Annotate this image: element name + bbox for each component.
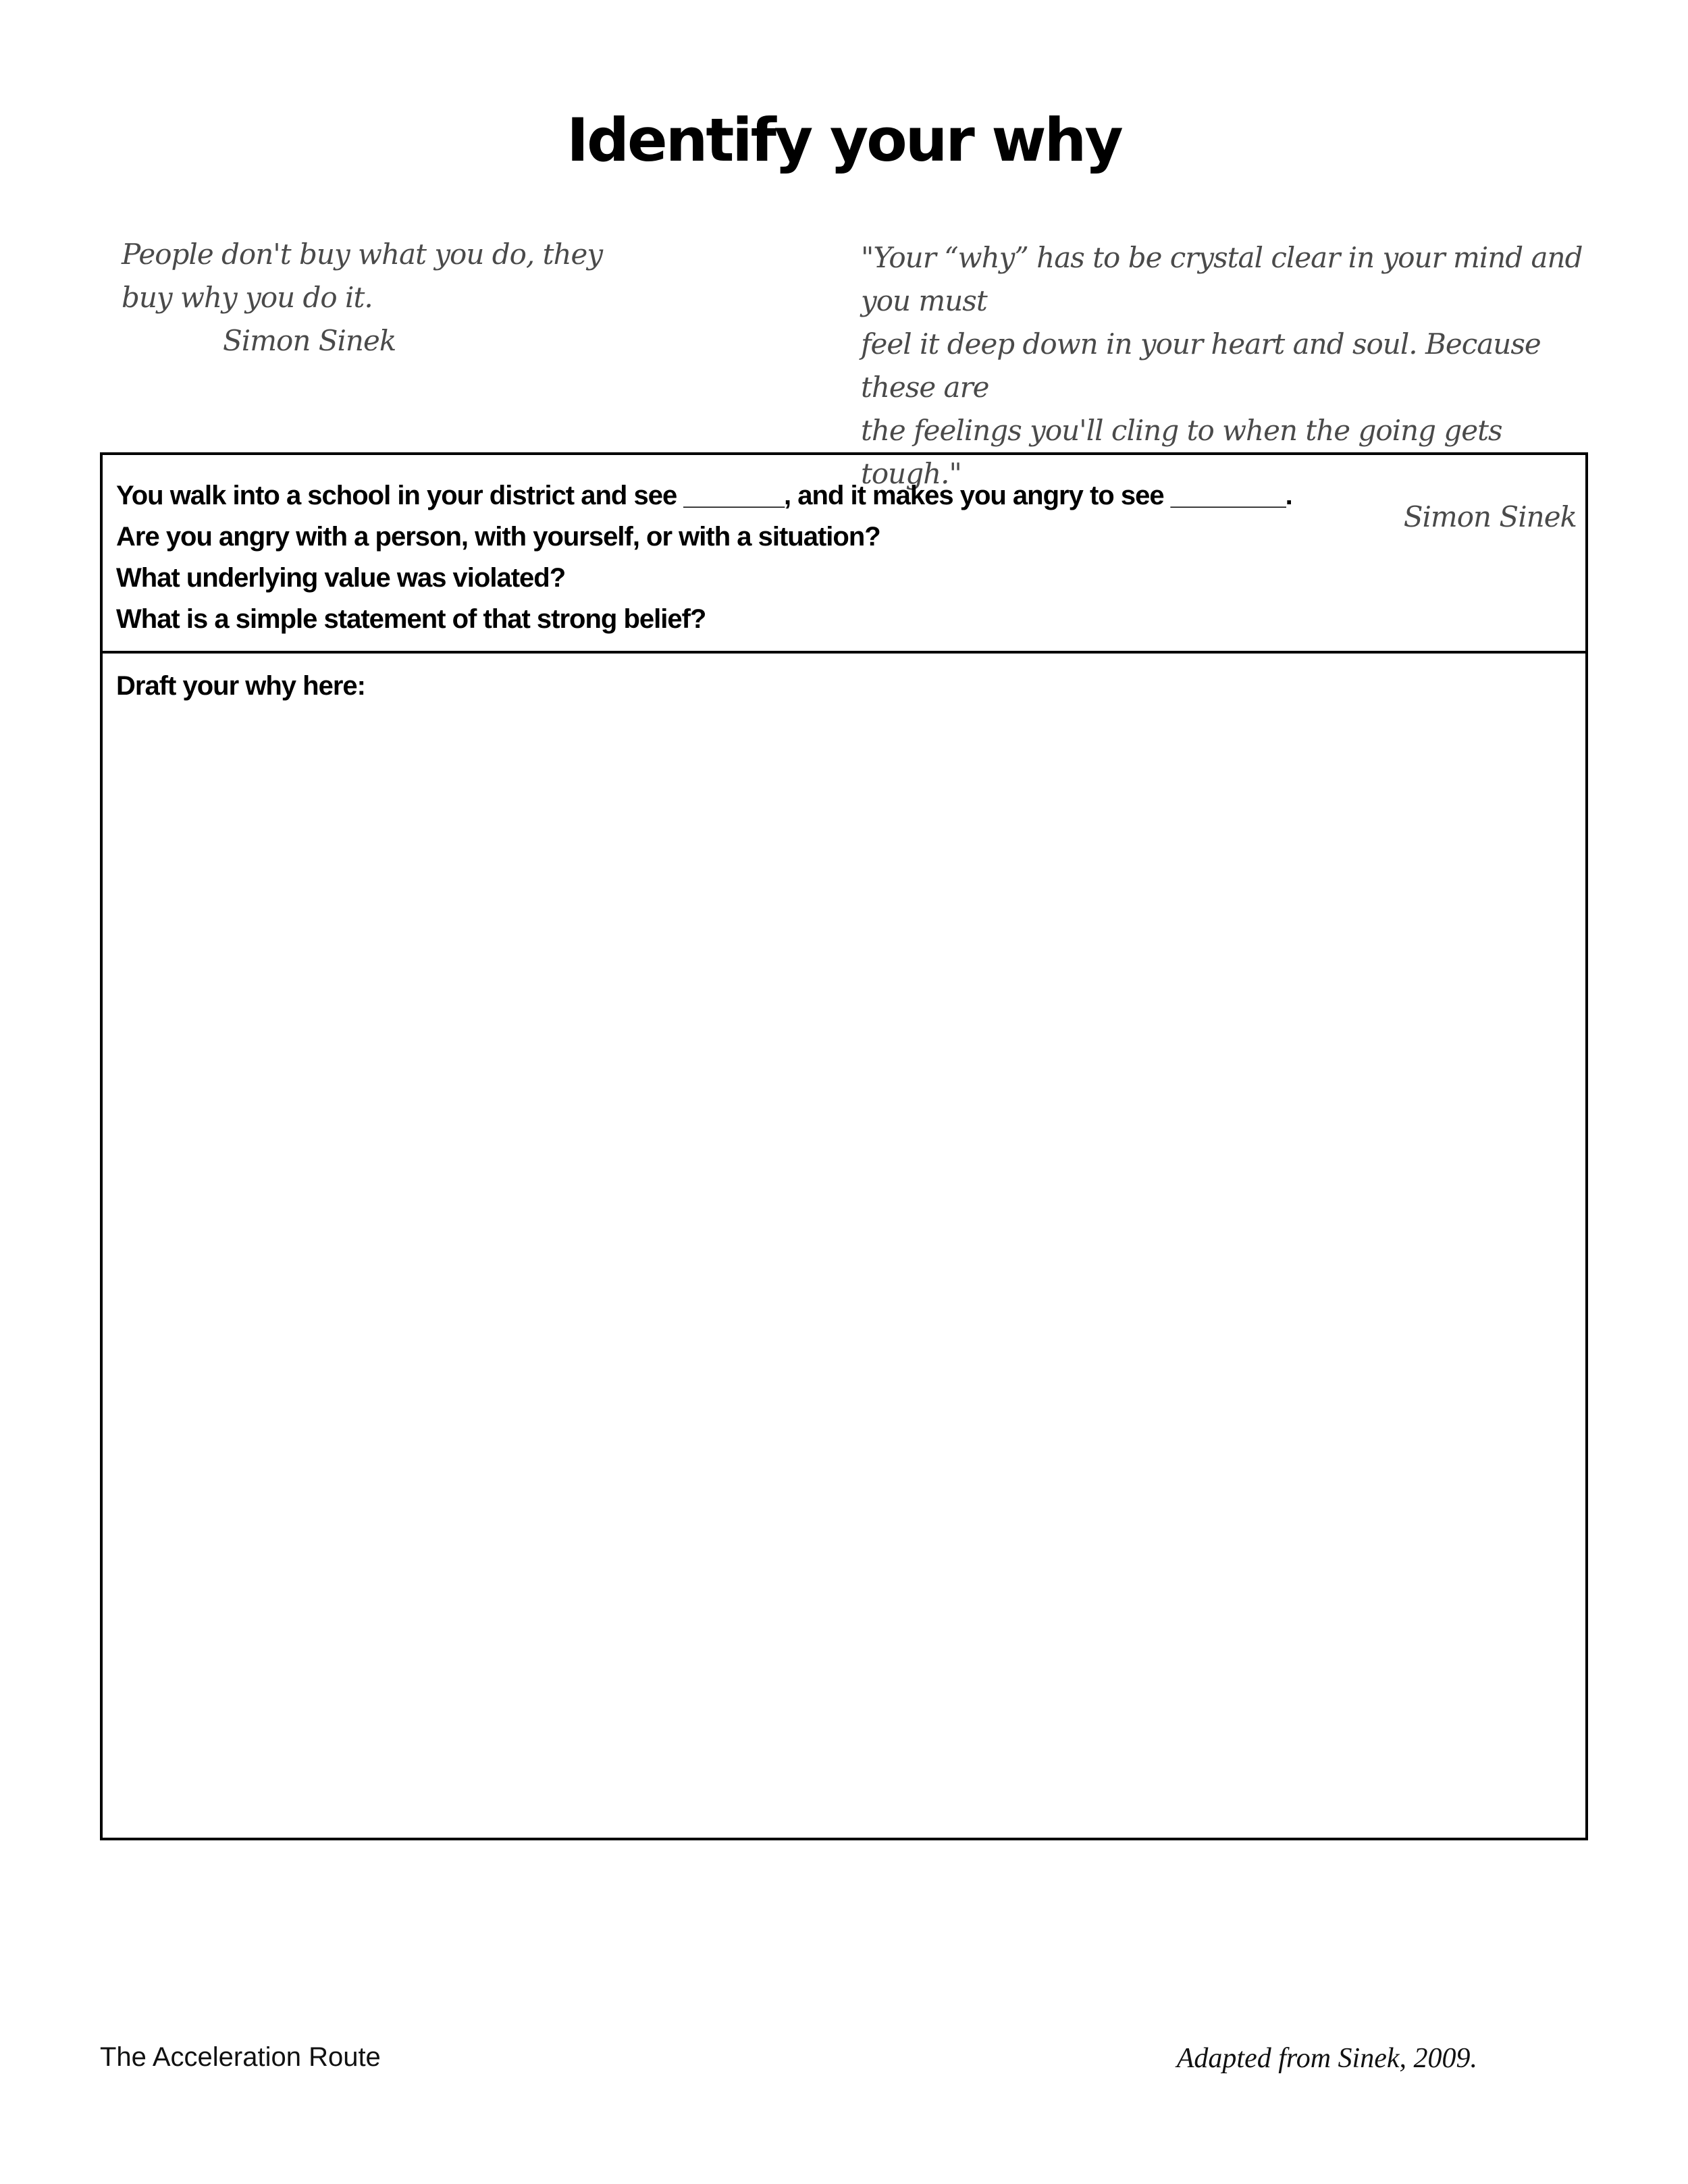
footer-citation: Adapted from Sinek, 2009.	[1176, 2043, 1477, 2074]
quote-right-author: Simon Sinek	[1403, 500, 1577, 533]
footer-left: The Acceleration Route	[100, 2042, 381, 2072]
draft-why-area[interactable]	[103, 654, 1585, 1835]
quote-left-line-2: buy why you do it.	[122, 281, 373, 314]
page-title: Identify your why	[566, 105, 1122, 175]
prompt-line-2: Are you angry with a person, with yourself, or with a situation?	[116, 522, 880, 552]
prompt-line-4: What is a simple statement of that strong belief?	[116, 604, 706, 634]
quote-right-line-3: the feelings you'll cling to when the going gets tough."	[861, 414, 1502, 490]
quote-right-line-1: "Your “why” has to be crystal clear in your mind and you must	[861, 241, 1583, 317]
quote-left	[122, 233, 662, 363]
quote-left-author: Simon Sinek	[223, 324, 396, 357]
draft-why-label: Draft your why here:	[116, 671, 365, 701]
prompt-line-1: You walk into a school in your district and see _______, and it makes you angry to see ________.	[116, 481, 1292, 510]
quote-left-line-1: People don't buy what you do, they	[122, 238, 603, 271]
prompts-section	[103, 455, 1585, 654]
quote-right-line-2: feel it deep down in your heart and soul. Because these are	[861, 327, 1541, 404]
prompt-line-3: What underlying value was violated?	[116, 563, 566, 593]
worksheet-box	[100, 452, 1588, 1840]
